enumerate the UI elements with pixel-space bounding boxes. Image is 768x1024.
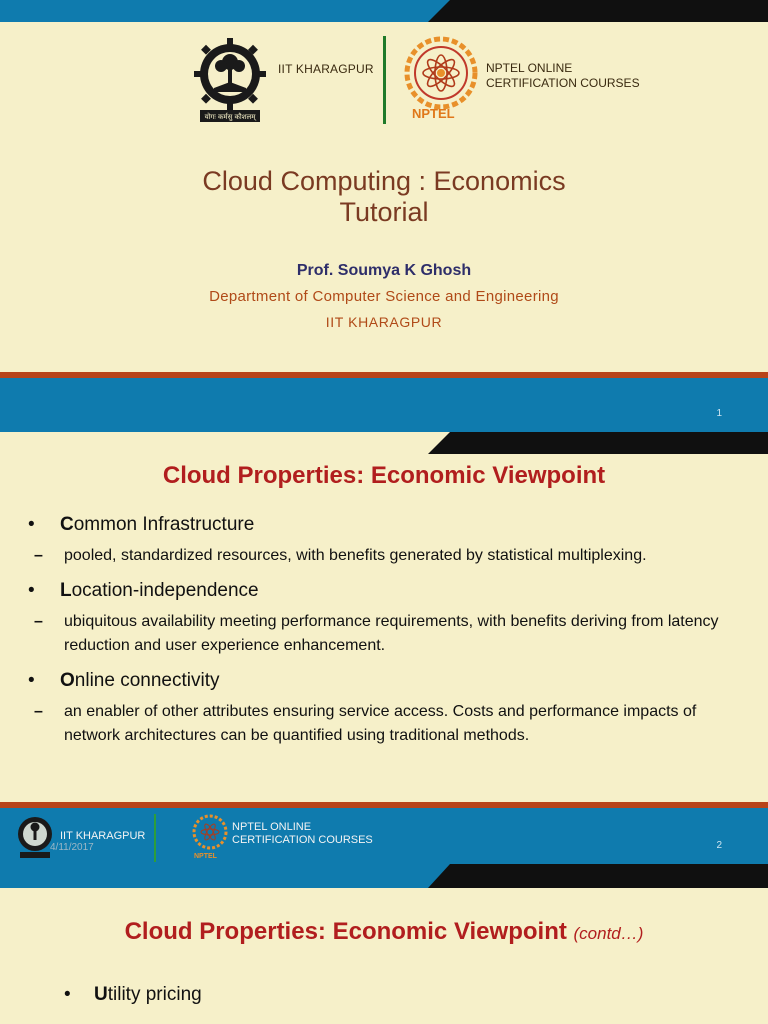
slide-title-line2: Tutorial [339,197,429,227]
bullet-initial: L [60,580,72,601]
nptel-label-line2: CERTIFICATION COURSES [232,834,373,846]
institute-name: IIT KHARAGPUR [325,314,443,330]
bullet-dot-icon: • [64,984,71,1005]
sub-bullet-text: an enabler of other attributes ensuring service access. Costs and performance impacts of network architectures can be quantified using traditional methods. [64,703,697,744]
bullet-text: ocation-independence [71,580,259,601]
slide-title [0,918,768,946]
bullet-list [28,508,748,758]
bullet-dot-icon: • [28,514,35,535]
department-name: Department of Computer Science and Engineering [209,288,559,305]
nptel-label [232,821,373,847]
slide-title-text: Cloud Properties: Economic Viewpoint [124,918,567,945]
bullet-item [28,578,748,658]
slide-title [0,166,768,228]
iit-kharagpur-label: IIT KHARAGPUR [278,62,374,76]
page-number: 1 [716,408,722,419]
dash-icon: – [34,547,43,564]
slide-title-line1: Cloud Computing : Economics [202,166,566,196]
bullet-dot-icon: • [28,670,35,691]
bullet-initial: C [60,514,74,535]
footer-band [0,378,768,432]
iit-kharagpur-logo [190,36,270,124]
nptel-logo [404,36,478,110]
bullet-text: tility pricing [107,984,202,1005]
bullet-dot-icon: • [28,580,35,601]
slide-title: Cloud Properties: Economic Viewpoint [162,462,606,489]
bullet-item [28,668,748,748]
slide-3 [0,888,768,1024]
nptel-label-line1: NPTEL ONLINE [486,61,573,75]
nptel-wordmark: NPTEL [194,853,217,860]
bullet-text: ommon Infrastructure [73,514,255,535]
bullet-initial: U [94,984,108,1005]
nptel-label [486,61,640,91]
professor-name: Prof. Soumya K Ghosh [296,262,472,279]
svg-text:योगः कर्मसु कौशलम्: योगः कर्मसु कौशलम् [204,113,256,121]
page-number: 2 [716,840,722,851]
logo-divider [383,36,386,124]
iit-kharagpur-logo [14,814,56,860]
iit-kharagpur-label: IIT KHARAGPUR [60,830,146,842]
top-band-dark [428,0,768,22]
nptel-label-line2: CERTIFICATION COURSES [486,76,640,90]
dash-icon: – [34,613,43,630]
slide-2 [0,432,768,888]
logo-divider [154,814,156,862]
nptel-logo [192,814,228,850]
sub-bullet-text: ubiquitous availability meeting performance requirements, with benefits deriving from latency reduction and user experience enhancement. [64,613,719,654]
slide-1 [0,0,768,432]
bullet-text: nline connectivity [74,670,220,691]
bullet-item [28,512,748,568]
nptel-label-line1: NPTEL ONLINE [232,821,312,833]
bullet-item [64,984,202,1006]
sub-bullet-text: pooled, standardized resources, with benefits generated by statistical multiplexing. [64,547,647,564]
top-band-dark [428,432,768,454]
dash-icon: – [34,703,43,720]
slide-date: 4/11/2017 [50,842,94,853]
bullet-initial: O [60,670,75,691]
slide-title-suffix: (contd…) [573,924,644,943]
nptel-wordmark: NPTEL [412,106,455,121]
footer-band-dark [428,864,768,888]
